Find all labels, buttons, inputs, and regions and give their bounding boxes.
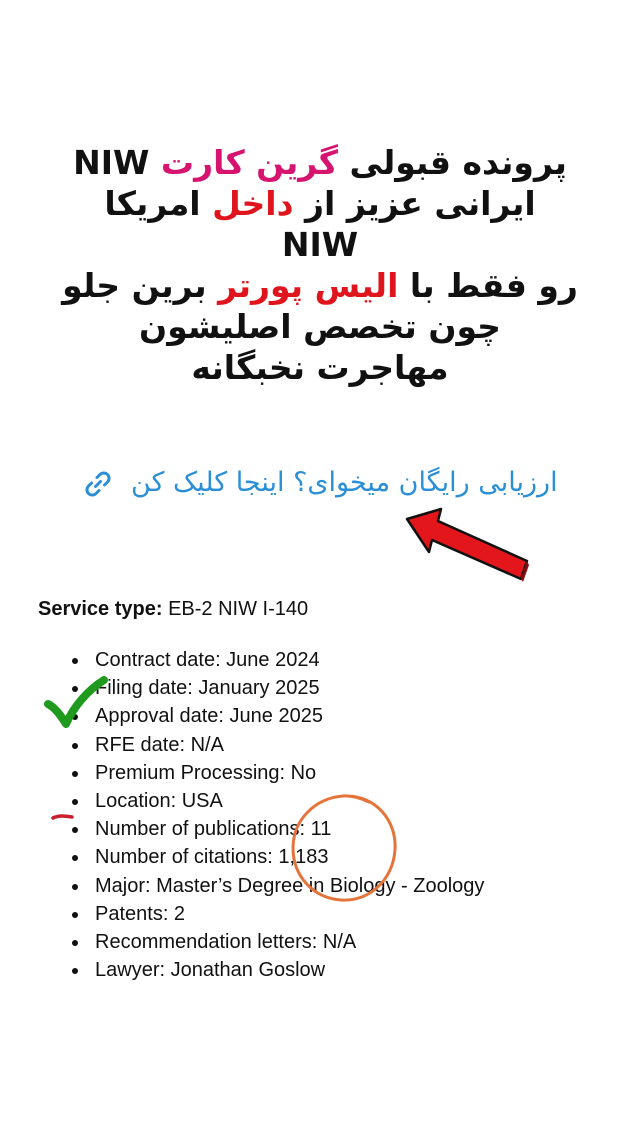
service-type: [38, 594, 618, 624]
headline-text: ایرانی عزیز از: [293, 184, 536, 223]
headline-line-1: [60, 142, 580, 183]
list-item: Location: USA: [38, 787, 618, 815]
headline-text: برین جلو: [62, 266, 219, 305]
headline-highlight-firm-name: الیس پورتر: [218, 266, 399, 305]
headline-text: پرونده قبولی: [337, 143, 567, 182]
list-item: Lawyer: Jonathan Goslow: [38, 956, 618, 984]
headline-text: NIW: [73, 143, 161, 182]
headline-text: امریکا: [104, 184, 213, 223]
list-item: Patents: 2: [38, 900, 618, 928]
red-arrow-icon: [405, 505, 530, 585]
service-type-label: Service type:: [38, 598, 163, 620]
list-item: Filing date: January 2025: [38, 674, 618, 702]
headline-line-6: مهاجرت نخبگانه: [191, 348, 449, 387]
headline-line-5: چون تخصص اصلیشون: [139, 307, 501, 346]
case-detail-list: [38, 646, 618, 984]
headline-highlight-green-card: گرین کارت: [160, 143, 338, 182]
headline-text: رو فقط با: [398, 266, 578, 305]
headline-line-2: [60, 183, 580, 224]
list-item: Contract date: June 2024: [38, 646, 618, 674]
headline-highlight-inside: داخل: [212, 184, 294, 223]
list-item: Major: Master’s Degree in Biology - Zoology: [38, 872, 618, 900]
list-item: RFE date: N/A: [38, 731, 618, 759]
service-type-value: EB-2 NIW I-140: [168, 598, 309, 620]
free-evaluation-link[interactable]: [60, 458, 580, 508]
list-item: Number of citations: 1,183: [38, 843, 618, 871]
link-icon: [82, 468, 114, 500]
list-item: Premium Processing: No: [38, 759, 618, 787]
free-evaluation-link-text: ارزیابی رایگان میخوای؟ اینجا کلیک کن: [131, 467, 558, 498]
case-details: [38, 594, 618, 984]
headline-line-3: NIW: [281, 225, 359, 264]
list-item: Number of publications: 11: [38, 815, 618, 843]
headline: [60, 142, 580, 388]
list-item: Recommendation letters: N/A: [38, 928, 618, 956]
headline-line-4: [60, 265, 580, 306]
list-item: Approval date: June 2025: [38, 702, 618, 730]
